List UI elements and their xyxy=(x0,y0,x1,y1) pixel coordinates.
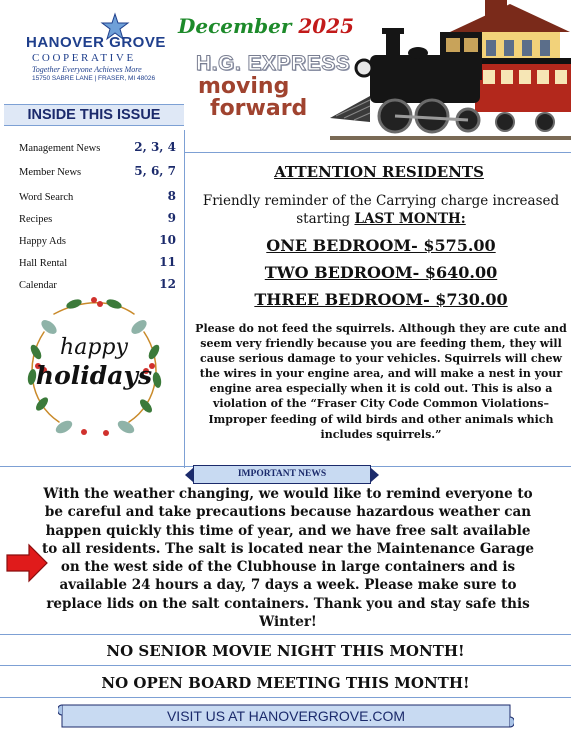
toc-item-label: Word Search xyxy=(19,192,74,203)
attention-intro xyxy=(186,192,571,228)
holiday-wreath-illustration xyxy=(14,292,174,440)
toc-item-pages: 12 xyxy=(159,277,176,291)
attention-intro-prefix: starting xyxy=(296,211,355,227)
toc-item-label: Management News xyxy=(19,143,101,154)
important-news-banner: IMPORTANT NEWS xyxy=(193,465,371,484)
tagline-moving: moving xyxy=(198,74,290,99)
toc-item-label: Recipes xyxy=(19,214,53,225)
toc-item-pages: 2, 3, 4 xyxy=(134,140,176,154)
issue-month: December xyxy=(178,14,292,38)
org-name: HANOVER GROVE xyxy=(26,34,166,51)
toc-item-pages: 11 xyxy=(159,255,176,269)
visit-website-link[interactable]: VISIT US AT HANOVERGROVE.COM xyxy=(166,708,406,724)
rate-one-bedroom: ONE BEDROOM- $575.00 xyxy=(266,236,496,255)
toc-item[interactable] xyxy=(0,209,184,231)
org-subtitle: COOPERATIVE xyxy=(32,52,136,64)
toc-item-pages: 5, 6, 7 xyxy=(134,164,176,178)
newsletter-title: H.G. EXPRESS xyxy=(196,52,351,75)
toc-item[interactable] xyxy=(0,231,184,253)
toc-item[interactable] xyxy=(0,138,184,160)
section-divider xyxy=(0,634,571,635)
table-of-contents xyxy=(0,138,184,297)
wreath-text-holidays: holidays xyxy=(35,361,153,390)
attention-intro-emphasis: LAST MONTH: xyxy=(354,211,466,227)
toc-item-label: Calendar xyxy=(19,280,57,291)
toc-item-pages: 8 xyxy=(167,189,176,203)
notice-board-meeting: NO OPEN BOARD MEETING THIS MONTH! xyxy=(101,674,470,692)
org-address: 15750 SABRE LANE | FRASER, MI 48026 xyxy=(32,75,156,82)
section-divider xyxy=(0,665,571,666)
rate-three-bedroom: THREE BEDROOM- $730.00 xyxy=(254,290,508,309)
wreath-text-happy: happy xyxy=(60,335,128,360)
toc-item-label: Hall Rental xyxy=(19,258,68,269)
section-divider xyxy=(184,152,571,153)
attention-intro-line2 xyxy=(186,210,571,228)
org-tagline: Together Everyone Achieves More xyxy=(32,65,142,74)
toc-item[interactable] xyxy=(0,187,184,209)
tagline-forward: forward xyxy=(210,96,308,121)
section-divider xyxy=(0,697,571,698)
toc-item-label: Member News xyxy=(19,167,82,178)
issue-year: 2025 xyxy=(298,14,355,38)
important-news-text: With the weather changing, we would like to remind everyone to be careful and take precautions because hazardous weather can happen quickly this time of year, and we have free salt available to all residents. The salt is located near the Maintenance Garage on the west side of the Clubhouse in large containers and is available 24 hours a day, 7 days a week. Please make sure to replace lids on the salt containers. Thank you and stay safe this Winter! xyxy=(41,486,535,631)
toc-heading: INSIDE THIS ISSUE xyxy=(4,104,184,126)
toc-item[interactable] xyxy=(0,253,184,275)
toc-item-pages: 9 xyxy=(167,211,176,225)
train-illustration xyxy=(300,0,571,150)
squirrel-notice: Please do not feed the squirrels. Although they are cute and seem very friendly because you are feeding them, they will cause serious damage to your vehicles. Squirrels will chew the wires in your engine area, and will make a nest in your engine area especially when it is cold out. This is also a violation of the “Fraser City Code Common Violations– Improper feeding of wild birds and other animals which includes squirrels.” xyxy=(195,322,567,441)
attention-heading: ATTENTION RESIDENTS xyxy=(274,163,484,181)
attention-intro-line1: Friendly reminder of the Carrying charge increased xyxy=(202,193,560,209)
toc-item-pages: 10 xyxy=(159,233,176,247)
notice-movie-night: NO SENIOR MOVIE NIGHT THIS MONTH! xyxy=(106,642,465,660)
rate-two-bedroom: TWO BEDROOM- $640.00 xyxy=(264,263,498,282)
toc-item-label: Happy Ads xyxy=(19,236,66,247)
hanover-grove-logo xyxy=(20,12,180,82)
toc-item[interactable] xyxy=(0,162,184,184)
